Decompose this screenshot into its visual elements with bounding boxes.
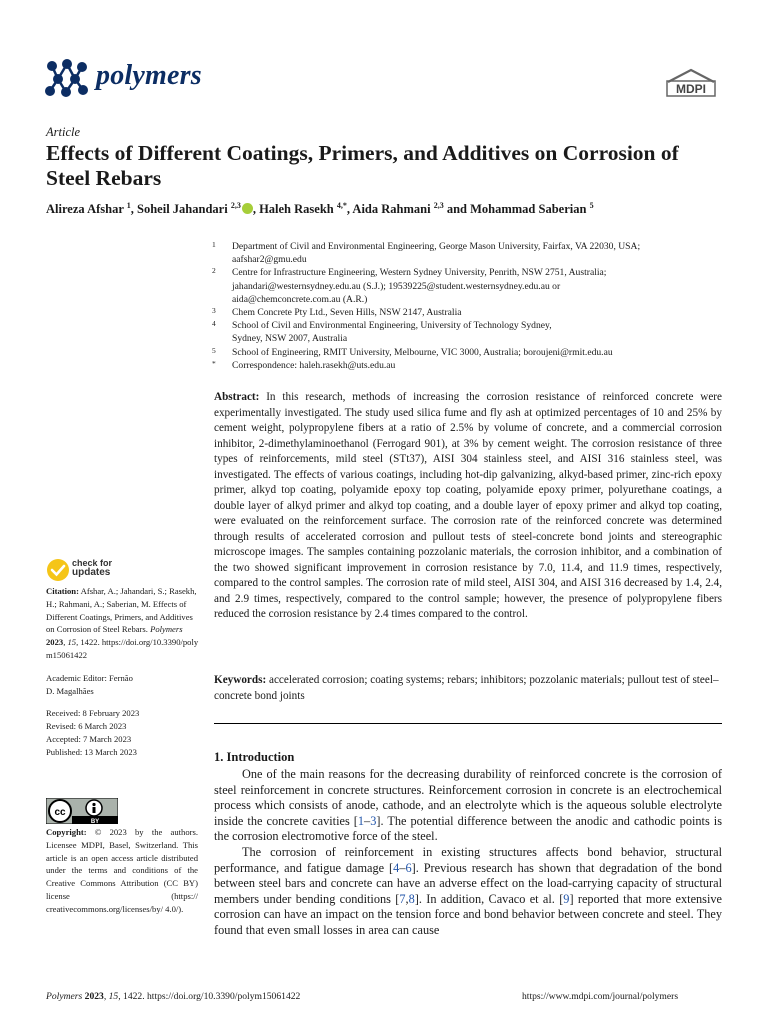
footer-citation: Polymers 2023, 15, 1422. https://doi.org/10.3390/polym15061422 bbox=[46, 991, 301, 1002]
citation-link[interactable]: 9 bbox=[563, 891, 570, 906]
received-date: Received: 8 February 2023 bbox=[46, 708, 140, 719]
author-affiliation-marker: 1 bbox=[126, 201, 131, 210]
affiliation-item bbox=[212, 240, 727, 266]
doi-link[interactable]: https://doi.org/10.3390/polym15061422 bbox=[46, 637, 199, 660]
citation-link[interactable]: 1 bbox=[357, 813, 365, 828]
intro-paragraph: One of the main reasons for the decreasing durability of reinforced concrete is the corrosion of steel reinforcement in concrete structures. Reinforcement corrosion in concrete is an electrochemical process which consists of anode, cathode, and an electrolyte which is the aqueous soluble electrolyte inside the concrete cavities [1–3]. The potential difference between the anodic and cathodic points is the corrosion electromotive force of the steel. bbox=[214, 767, 722, 844]
section-divider bbox=[214, 723, 722, 724]
citation-link[interactable]: 6 bbox=[405, 860, 412, 875]
affiliation-line: School of Engineering, RMIT University, Melbourne, VIC 3000, Australia; boroujeni@rmit.edu.au bbox=[232, 346, 613, 358]
author-affiliation-marker: 2,3 bbox=[433, 201, 444, 210]
keywords bbox=[214, 673, 722, 704]
check-for-updates[interactable]: check for updates bbox=[72, 558, 113, 578]
article-title: Effects of Different Coatings, Primers, and Additives on Corrosion of Steel Rebars bbox=[46, 141, 679, 190]
journal-name: polymers bbox=[96, 60, 202, 91]
affiliation-number: 2 bbox=[212, 266, 216, 276]
affiliation-line: aida@chemconcrete.com.au (A.R.) bbox=[232, 293, 368, 305]
affiliation-line: Chem Concrete Pty Ltd., Seven Hills, NSW 2147, Australia bbox=[232, 307, 462, 319]
author-affiliation-marker: 4,* bbox=[336, 201, 347, 210]
citation-link[interactable]: 8 bbox=[408, 891, 415, 906]
abstract-text: In this research, methods of increasing the corrosion resistance of reinforced concrete were experimentally investigated. The study used silica fume and fly ash at optimized percentages of 10 and 25% by cement weight, polypropylene fibers at a ratio of 2.5% by volume of concrete, and a commercial corrosion inhibitor, 2-dimethylaminoethanol (Ferrogard 901), at 3% by cement weight. The corrosion resistance of three types of reinforcements, mild steel (STt37), AISI 304 stainless steel, and AISI 316 stainless steel, was investigated. The effects of various coatings, including hot-dip galvanizing, alkyd-based primer, zinc-rich epoxy primer, alkyd top coating, polyamide epoxy top coating, polyamide epoxy primer, polyurethane coatings, a double layer of alkyd primer and alkyd top coating, and a double layer of epoxy primer and alkyd top coating, were evaluated on the reinforcement surface. The corrosion rate of the reinforced concrete was determined through results of accelerated corrosion and pullout tests of steel-concrete bond joints and stereographic microscope images. The samples containing pozzolanic materials, the corrosion inhibitor, and a combination of the two showed significant improvement in corrosion resistance by 7.0, 11.4, and 11.9 times, respectively, compared to the control samples. The corrosion rate of mild steel, AISI 304, and AISI 316 decreased by 1.4, 2.4, and 2.9 times, respectively, compared to the control sample; however, the presence of polypropylene fibers reduced the corrosion resistance by 2.4 times compared to the control. bbox=[214, 391, 722, 620]
affiliation-item bbox=[212, 346, 727, 359]
mdpi-logo-icon bbox=[664, 68, 718, 98]
copyright-notice: Copyright: © 2023 by the authors. Licensee MDPI, Basel, Switzerland. This article is an open access article distributed under the terms and conditions of the Creative Commons Attribution (CC BY) license (https:// creativecommons.org/licenses/by/ 4.0/). bbox=[46, 827, 198, 914]
citation-sidebar bbox=[46, 585, 202, 759]
affiliation-line: jahandari@westernsydney.edu.au (S.J.); 19539225@student.westernsydney.edu.au or bbox=[232, 280, 561, 292]
affiliation-line: Sydney, NSW 2007, Australia bbox=[232, 333, 348, 345]
check-for-updates-icon[interactable] bbox=[46, 558, 70, 582]
orcid-icon[interactable] bbox=[242, 203, 253, 214]
affiliation-line: Correspondence: haleh.rasekh@uts.edu.au bbox=[232, 359, 396, 371]
abstract bbox=[214, 390, 722, 623]
citation-link[interactable]: 4 bbox=[393, 860, 400, 875]
author-name: Soheil Jahandari bbox=[137, 202, 228, 217]
author-name: Aida Rahmani bbox=[352, 202, 431, 217]
affiliation-item bbox=[212, 306, 727, 319]
section-heading-introduction: 1. Introduction bbox=[214, 750, 295, 764]
revised-date: Revised: 6 March 2023 bbox=[46, 721, 127, 732]
keywords-text: accelerated corrosion; coating systems; rebars; inhibitors; pozzolanic materials; pullout test of steel–concrete bond joints bbox=[214, 674, 719, 702]
author-list: Alireza Afshar $^1$, Soheil Jahandari $^{2,3}$ , Haleh Rasekh $^{4,*}$, Aida Rahmani $^{2,3}$ and Mohammad Saberian $^5$ bbox=[46, 201, 594, 217]
affiliation-number: 4 bbox=[212, 319, 216, 329]
accepted-date: Accepted: 7 March 2023 bbox=[46, 733, 132, 744]
affiliation-number: 1 bbox=[212, 240, 216, 249]
affiliation-item bbox=[212, 319, 727, 345]
abstract-label: Abstract: bbox=[214, 391, 260, 403]
author-affiliation-marker: 2,3 bbox=[230, 201, 241, 210]
introduction-body bbox=[214, 767, 722, 939]
affiliation-number: 3 bbox=[212, 306, 216, 316]
affiliation-line: Department of Civil and Environmental Engineering, George Mason University, Fairfax, VA 22030, USA; bbox=[232, 241, 641, 252]
citation-link[interactable]: 7 bbox=[399, 891, 406, 906]
author-affiliation-marker: 5 bbox=[589, 201, 594, 210]
academic-editor: Academic Editor: Fernão D. Magalhães bbox=[46, 672, 133, 696]
svg-text:BY: BY bbox=[90, 819, 100, 824]
affiliation-number: 5 bbox=[212, 345, 216, 355]
affiliation-line: aafshar2@gmu.edu bbox=[232, 254, 307, 266]
author-name: Alireza Afshar bbox=[46, 202, 124, 217]
affiliation-line: Centre for Infrastructure Engineering, Western Sydney University, Penrith, NSW 2751, Australia; bbox=[232, 267, 607, 279]
mdpi-logo-text: MDPI bbox=[676, 82, 706, 96]
affiliation-item bbox=[212, 359, 727, 372]
affiliations bbox=[212, 240, 727, 372]
cc-by-license-icon[interactable] bbox=[46, 798, 118, 824]
journal-url-link[interactable]: https://www.mdpi.com/journal/polymers bbox=[522, 991, 679, 1002]
citation-link[interactable]: 3 bbox=[370, 813, 377, 828]
svg-text:cc: cc bbox=[54, 807, 66, 818]
author-name: Haleh Rasekh bbox=[259, 202, 334, 217]
article-type: Article bbox=[46, 125, 81, 139]
affiliation-line: School of Civil and Environmental Engineering, University of Technology Sydney, bbox=[232, 320, 552, 332]
intro-paragraph: The corrosion of reinforcement in existing structures affects bond behavior, structural performance, and fatigue damage [4–6]. Previous research has shown that degradation of the bond between steel bars and concrete can have an adverse effect on the load-carrying capacity of structural members under bending conditions [7,8]. In addition, Cavaco et al. [9] reported that more extensive corrosion can have an impact on the tension force and bond behavior between concrete and steel. They found that even small losses in area can cause bbox=[214, 844, 722, 937]
author-name: Mohammad Saberian bbox=[470, 202, 587, 217]
affiliation-item bbox=[212, 266, 727, 306]
affiliation-number: * bbox=[212, 358, 216, 368]
keywords-label: Keywords: bbox=[214, 674, 267, 686]
citation: Citation: Afshar, A.; Jahandari, S.; Rasekh, H.; Rahmani, A.; Saberian, M. Effects of Different Coatings, Primers, and Additives on Corrosion of Steel Rebars. Polymers 2023, 15, 1422. https://doi.org/10.3390/polym15061422 bbox=[46, 586, 199, 660]
polymers-logo-icon bbox=[44, 58, 90, 98]
published-date: Published: 13 March 2023 bbox=[46, 746, 137, 757]
